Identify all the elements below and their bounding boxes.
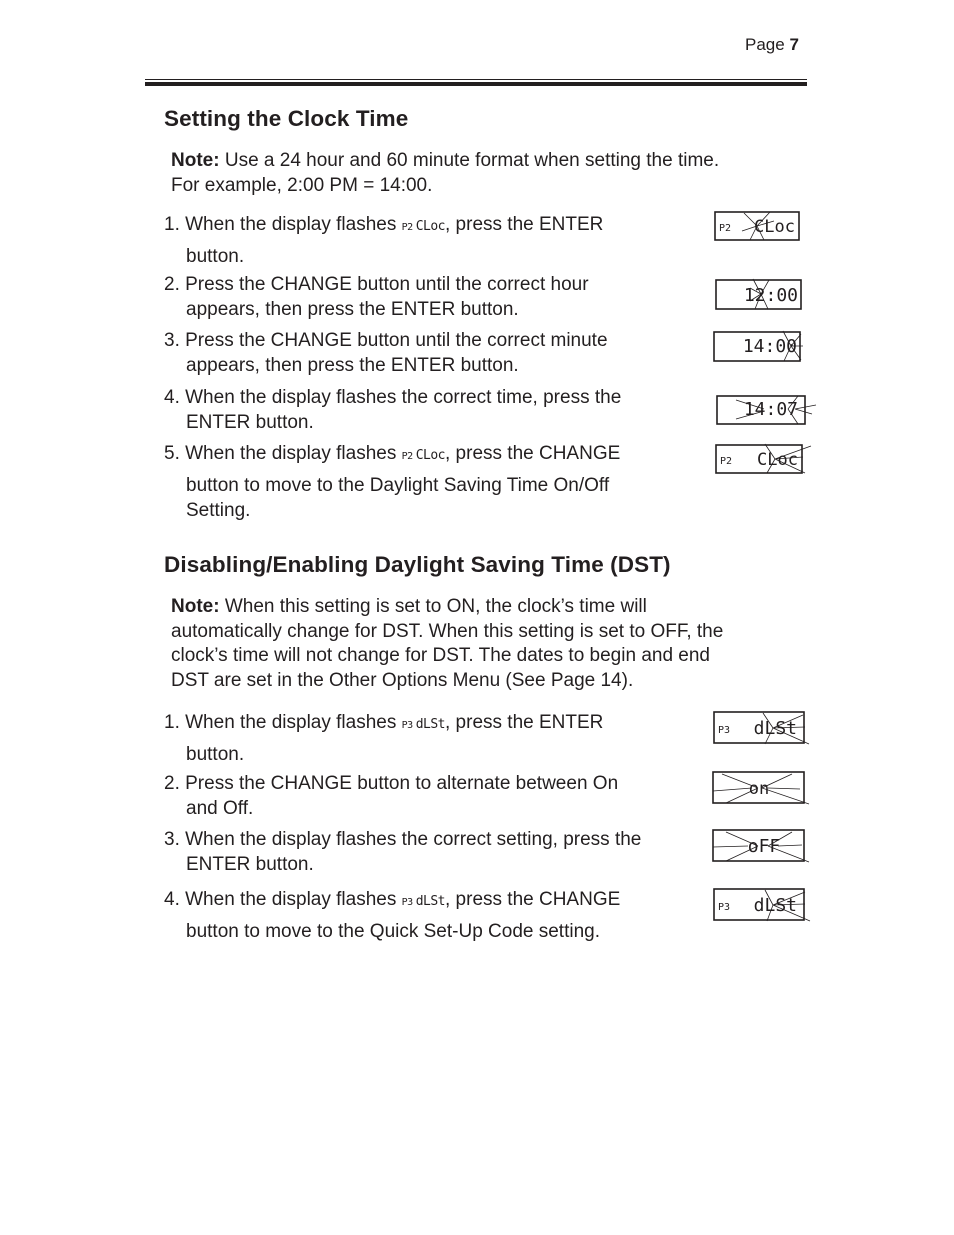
step-item	[164, 273, 589, 322]
note-dst	[171, 595, 723, 693]
step-text: button.	[186, 743, 245, 765]
step-text: button to move to the Daylight Saving Time On/Off	[186, 474, 610, 496]
step-item	[164, 711, 603, 767]
step-item	[164, 213, 603, 269]
section-title-dst: Disabling/Enabling Daylight Saving Time (DST)	[164, 552, 671, 577]
step-text: , press the CHANGE	[445, 443, 621, 464]
lcd-display	[715, 444, 811, 474]
step-text: 2. Press the CHANGE button until the correct hour	[164, 274, 589, 295]
step-text: ENTER button.	[186, 853, 314, 875]
note-label: Note:	[171, 150, 220, 171]
step-text: , press the ENTER	[445, 712, 604, 733]
lcd-text: on	[748, 779, 770, 799]
lcd-prefix: P2	[401, 451, 413, 462]
page-label: Page	[745, 35, 785, 54]
lcd-text: oFF	[747, 836, 781, 857]
step-text: , press the ENTER	[445, 214, 604, 235]
lcd-display	[712, 771, 809, 805]
step-text: appears, then press the ENTER button.	[186, 298, 519, 320]
header-rule-thin	[145, 79, 807, 80]
step-item	[164, 386, 621, 435]
lcd-prefix: P3	[401, 720, 413, 731]
step-text: 4. When the display flashes	[164, 889, 402, 910]
lcd-prefix: P2	[401, 222, 413, 233]
lcd-display	[716, 394, 816, 426]
lcd-text: CLoc	[757, 450, 798, 470]
lcd-display	[712, 829, 809, 863]
lcd-code-inline	[402, 717, 445, 732]
lcd-code: CLoc	[415, 219, 445, 234]
step-text: and Off.	[186, 797, 254, 819]
lcd-prefix: P2	[719, 223, 732, 234]
lcd-display	[713, 711, 809, 745]
lcd-text: CLoc	[754, 217, 795, 237]
lcd-display	[713, 331, 803, 362]
note-text: Use a 24 hour and 60 minute format when setting the time.	[219, 150, 720, 171]
step-item	[164, 329, 608, 378]
step-text: 1. When the display flashes	[164, 712, 402, 733]
step-item	[164, 888, 620, 944]
note-text: For example, 2:00 PM = 14:00.	[171, 174, 433, 196]
lcd-code: dLSt	[415, 894, 445, 909]
section-title-clock: Setting the Clock Time	[164, 106, 409, 131]
step-text: 1. When the display flashes	[164, 214, 402, 235]
step-text: 4. When the display flashes the correct time, press the	[164, 387, 622, 408]
step-text: , press the CHANGE	[445, 889, 621, 910]
lcd-display	[715, 279, 802, 310]
lcd-display	[713, 888, 810, 922]
step-text: appears, then press the ENTER button.	[186, 354, 519, 376]
note-text: automatically change for DST. When this setting is set to OFF, the	[171, 620, 724, 642]
note-clock	[171, 149, 719, 198]
lcd-code: CLoc	[415, 448, 445, 463]
step-item	[164, 442, 620, 524]
step-text: button to move to the Quick Set-Up Code setting.	[186, 920, 601, 942]
lcd-text: dLSt	[753, 895, 797, 916]
header-rule-thick	[145, 82, 807, 86]
lcd-code: dLSt	[415, 717, 445, 732]
lcd-display	[714, 211, 800, 241]
lcd-code-inline	[402, 219, 445, 234]
lcd-code-inline	[402, 894, 445, 909]
step-text: 2. Press the CHANGE button to alternate between On	[164, 773, 619, 794]
step-item	[164, 828, 641, 877]
step-text: ENTER button.	[186, 411, 314, 433]
step-text: 5. When the display flashes	[164, 443, 402, 464]
step-text: button.	[186, 245, 245, 267]
note-text: When this setting is set to ON, the clock’s time will	[219, 596, 647, 617]
page-number	[745, 35, 799, 55]
lcd-prefix: P3	[718, 725, 731, 736]
note-text: DST are set in the Other Options Menu (See Page 14).	[171, 669, 634, 691]
step-text: 3. When the display flashes the correct setting, press the	[164, 829, 642, 850]
lcd-text: 14:07	[743, 399, 798, 420]
lcd-code-inline	[402, 448, 445, 463]
lcd-prefix: P2	[720, 456, 733, 467]
lcd-text: dLSt	[753, 718, 797, 739]
step-text: Setting.	[186, 500, 251, 521]
step-text: 3. Press the CHANGE button until the correct minute	[164, 330, 608, 351]
page-number-value: 7	[789, 35, 799, 54]
lcd-prefix: P3	[718, 902, 731, 913]
lcd-text: 12:00	[743, 285, 798, 306]
note-label: Note:	[171, 596, 220, 617]
lcd-text: 14:00	[742, 336, 797, 357]
lcd-prefix: P3	[401, 897, 413, 908]
step-item	[164, 772, 618, 821]
note-text: clock’s time will not change for DST. The dates to begin and end	[171, 645, 710, 666]
